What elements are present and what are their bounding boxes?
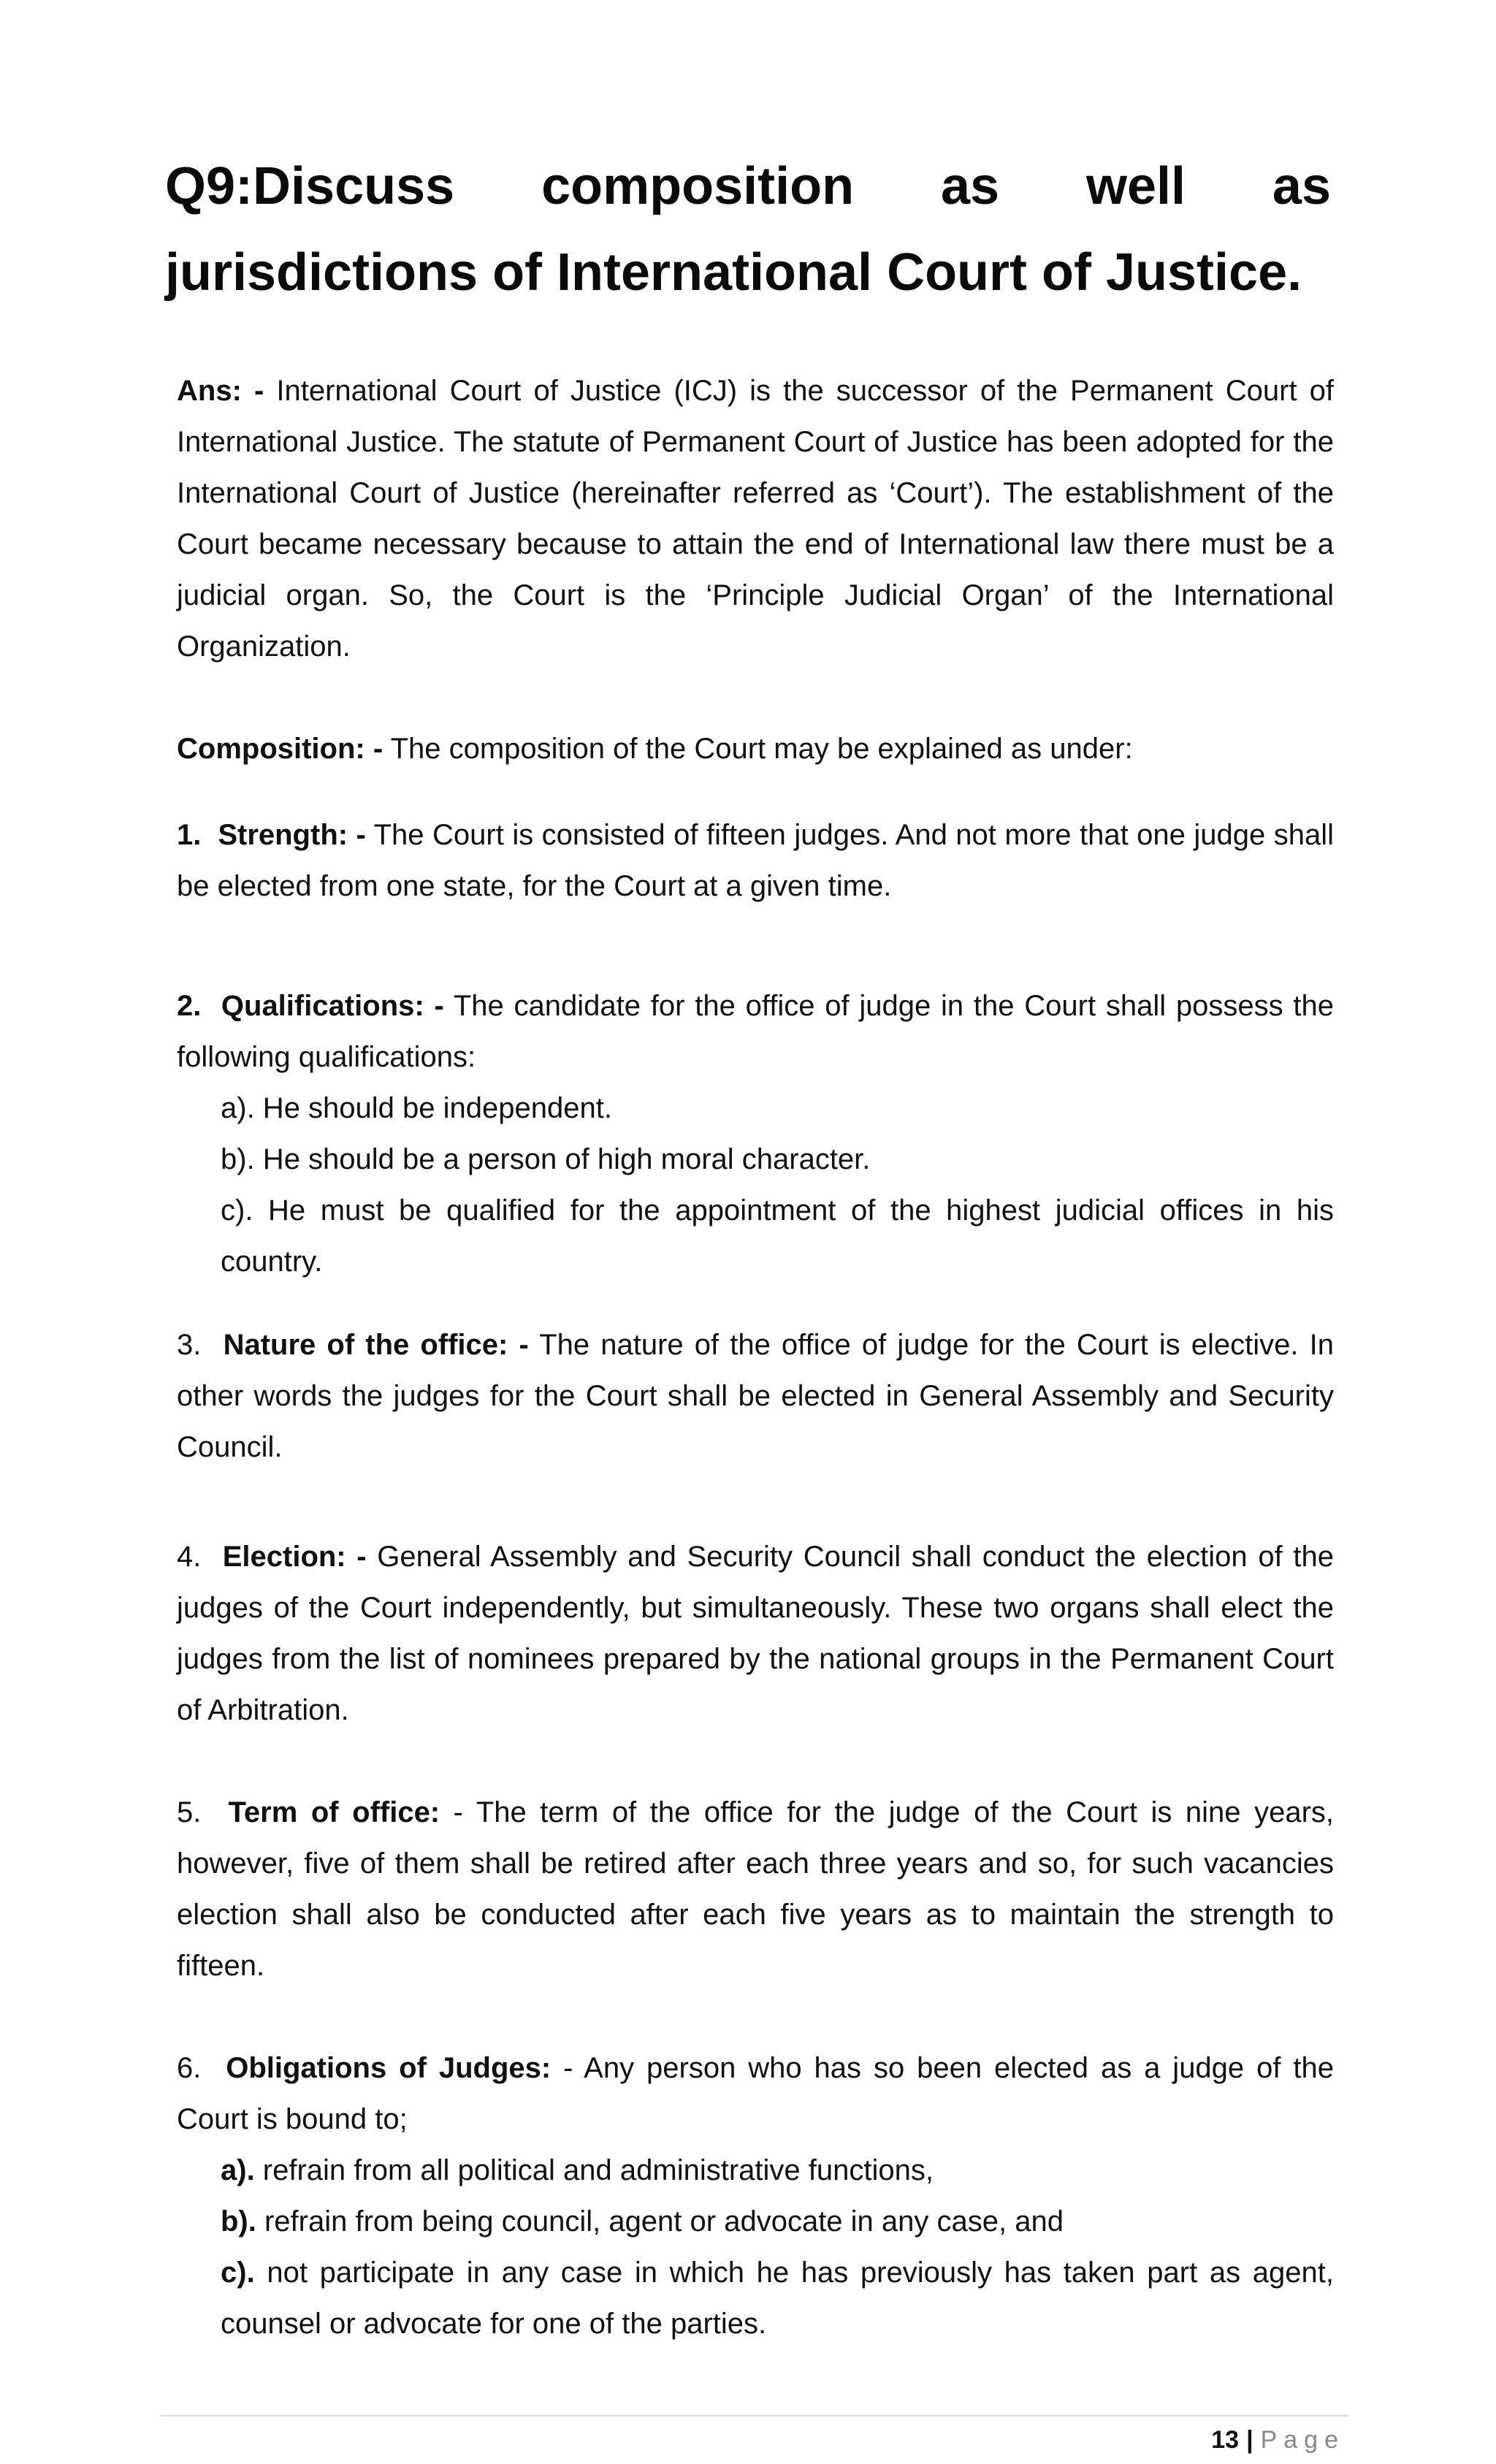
list-item-strength <box>177 809 1334 912</box>
item-text: - Any person who has so been elected as a judge of the Court is bound to; <box>177 2052 1334 2135</box>
item-text: The Court is consisted of fifteen judges. And not more that one judge shall be elected from one state, for the Court at a given time. <box>177 819 1335 902</box>
item-text: The candidate for the office of judge in the Court shall possess the following qualifications: <box>177 990 1334 1073</box>
sub-item-marker: c). <box>221 2257 255 2289</box>
sub-item-marker: b). <box>221 1143 255 1175</box>
sub-item <box>221 2247 1334 2349</box>
footer-divider <box>161 2415 1348 2417</box>
sub-item-text: not participate in any case in which he has previously has taken part as agent, counsel or advocate for one of the parties. <box>221 2257 1334 2340</box>
item-label: Strength: - <box>218 819 366 851</box>
item-text: The nature of the office of judge for the Court is elective. In other words the judges for the Court shall be elected in General Assembly and Security Council. <box>177 1329 1334 1463</box>
item-number: 4. <box>177 1541 202 1573</box>
page-title: Q9:Discuss composition as well as jurisdictions of International Court of Justice. <box>165 157 1331 302</box>
list-item-qualifications <box>177 980 1334 1083</box>
sub-item-text: He should be a person of high moral character. <box>254 1143 871 1175</box>
sub-item-text: He should be independent. <box>254 1092 612 1124</box>
answer-text: International Court of Justice (ICJ) is the successor of the Permanent Court of International Justice. The statute of Permanent Court of Justice has been adopted for the International Court of Justice (hereinafter referred as ‘Court’). The establishment of the Court became necessary because to attain the end of International law there must be a judicial organ. So, the Court is the ‘Principle Judicial Organ’ of the International Organization. <box>177 375 1334 663</box>
item-text: General Assembly and Security Council shall conduct the election of the judges of the Court independently, but simultaneously. These two organs shall elect the judges from the list of nominees prepared by the national groups in the Permanent Court of Arbitration. <box>177 1541 1334 1726</box>
item-label: Nature of the office: - <box>223 1329 529 1361</box>
sub-item-text: refrain from all political and administrative functions, <box>254 2154 934 2186</box>
answer-paragraph <box>177 365 1334 672</box>
item-text: - The term of the office for the judge of the Court is nine years, however, five of them shall be retired after each three years and so, for such vacancies election shall also be conducted after each five years as to maintain the strength to fifteen. <box>177 1796 1334 1982</box>
document-body <box>177 365 1334 2349</box>
item-number: 3. <box>177 1329 202 1361</box>
page-number: 13 <box>1211 2426 1240 2454</box>
list-item-term-of-office <box>177 1787 1334 1991</box>
composition-text: The composition of the Court may be explained as under: <box>383 733 1133 765</box>
list-item-nature-of-office <box>177 1319 1334 1473</box>
sub-item-marker: c). <box>221 1194 253 1227</box>
sub-item-marker: a). <box>221 1092 255 1124</box>
composition-paragraph <box>177 723 1334 774</box>
sub-item-text: He must be qualified for the appointment of the highest judicial offices in his country. <box>221 1194 1334 1278</box>
composition-label: Composition: - <box>177 733 383 765</box>
item-number: 1. <box>177 819 202 851</box>
item-label: Term of office: <box>228 1796 440 1828</box>
sub-item <box>221 2145 1334 2196</box>
item-number: 2. <box>177 990 202 1022</box>
item-label: Election: - <box>222 1541 367 1573</box>
sub-item <box>221 2196 1334 2247</box>
sub-item-marker: a). <box>221 2154 255 2186</box>
sub-item <box>221 1134 1334 1185</box>
item-number: 6. <box>177 2052 202 2084</box>
sub-item-marker: b). <box>221 2205 256 2238</box>
item-label: Obligations of Judges: <box>226 2052 552 2084</box>
list-item-election <box>177 1531 1334 1736</box>
answer-label: Ans: - <box>177 375 264 407</box>
item-label: Qualifications: - <box>221 990 444 1022</box>
page-label: Page <box>1260 2426 1345 2454</box>
item-number: 5. <box>177 1796 202 1828</box>
footer-separator: | <box>1246 2426 1253 2454</box>
page-footer <box>1211 2422 1345 2457</box>
sub-item <box>221 1185 1334 1287</box>
sub-item-text: refrain from being council, agent or advocate in any case, and <box>256 2205 1064 2238</box>
sub-item <box>221 1083 1334 1134</box>
list-item-obligations <box>177 2042 1334 2145</box>
